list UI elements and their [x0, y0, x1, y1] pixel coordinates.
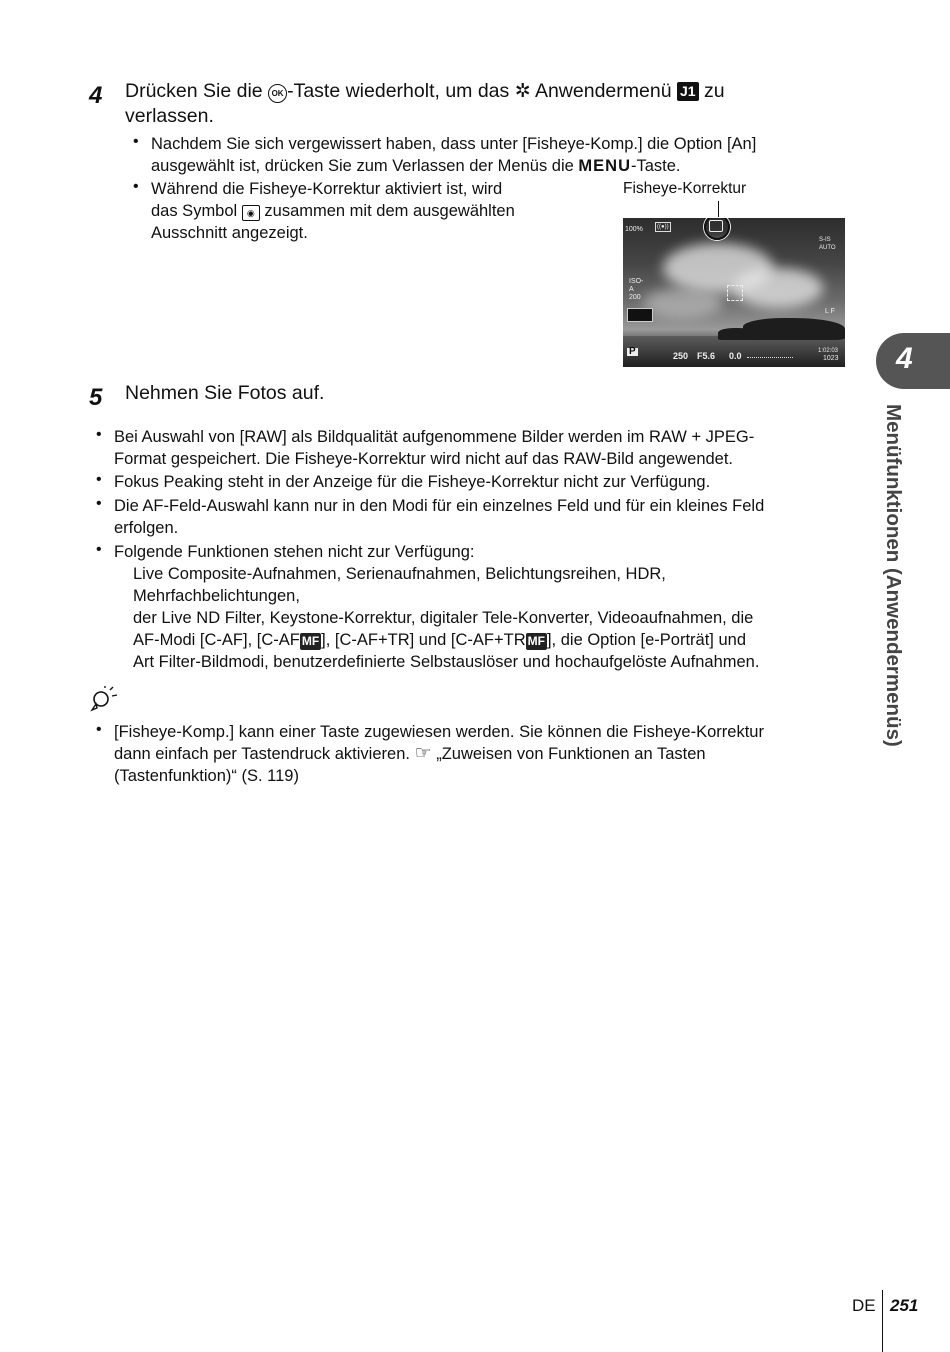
tip-line1: [Fisheye-Komp.] kann einer Taste zugewiesen werden. Sie können die Fisheye-Korrektur: [114, 723, 764, 741]
record-time: 1:02:03: [818, 348, 839, 354]
note-2-line1: Fokus Peaking steht in der Anzeige für die Fisheye-Korrektur nicht zur Verfügung.: [114, 473, 711, 491]
bullet-2-line1: Während die Fisheye-Korrektur aktiviert ist, wird: [151, 180, 503, 198]
exposure-comp: 0.0: [729, 351, 742, 361]
page-number: 251: [890, 1296, 919, 1315]
bullet-1-line2-a: ausgewählt ist, drücken Sie zum Verlassen der Menüs die: [151, 157, 574, 175]
bullet-dot: •: [96, 541, 102, 558]
wifi-icon: ((●)): [657, 224, 669, 230]
bullet-dot: •: [96, 495, 102, 512]
mf-icon: MF: [527, 634, 545, 648]
image-size-indicator: L F: [825, 308, 835, 315]
unavailable-line4-a: AF-Modi [C-AF], [C-AF: [133, 631, 300, 649]
step-4-text-c: Anwendermenü: [534, 80, 672, 102]
unavailable-line3: der Live ND Filter, Keystone-Korrektur, digitaler Tele-Konverter, Videoaufnahmen, die: [133, 609, 754, 627]
chapter-tab: [876, 333, 950, 389]
aperture: F5.6: [697, 351, 716, 361]
mf-icon: MF: [301, 634, 320, 648]
unavailable-line4-c: ], die Option [e-Porträt] und: [546, 631, 746, 649]
bullet-2-line2-b: zusammen mit dem ausgewählten: [264, 202, 515, 220]
exposure-scale: [747, 357, 793, 359]
menu-tab-j1-icon: J1: [677, 82, 699, 101]
unavailable-line2: Mehrfachbelichtungen,: [133, 587, 300, 605]
af-frame-icon: [727, 285, 743, 301]
note-3-line2: erfolgen.: [114, 519, 179, 537]
step-4-number: 4: [89, 82, 103, 109]
tip-icon: [88, 686, 122, 716]
tip-line2-b: „Zuweisen von Funktionen an Tasten: [436, 745, 706, 763]
stabilizer-indicator: S-IS AUTO: [819, 237, 836, 251]
bullet-dot: •: [96, 426, 102, 443]
note-4-line1: Folgende Funktionen stehen nicht zur Verfügung:: [114, 543, 475, 561]
island: [743, 318, 845, 340]
iso-indicator: ISO-A 200: [629, 278, 644, 301]
chapter-number: 4: [896, 342, 913, 375]
tip-line2-a: dann einfach per Tastendruck aktivieren.: [114, 745, 410, 763]
chapter-title: Menüfunktionen (Anwendermenüs): [882, 404, 905, 747]
unavailable-line5: Art Filter-Bildmodi, benutzerdefinierte Selbstauslöser und hochaufgelöste Aufnahmen.: [133, 653, 760, 671]
step-5-number: 5: [89, 384, 103, 411]
footer-divider: [882, 1290, 883, 1352]
page-reference-icon: ☞: [414, 743, 432, 764]
step-4-text-line2: verlassen.: [125, 105, 214, 127]
ok-button-icon: OK: [268, 84, 287, 103]
menu-button-label: MENU: [578, 157, 631, 175]
bullet-dot: •: [96, 471, 102, 488]
bullet-1-line1: Nachdem Sie sich vergewissert haben, dass unter [Fisheye-Komp.] die Option [An]: [151, 135, 757, 153]
figure-label: Fisheye-Korrektur: [623, 180, 747, 197]
cloud: [733, 268, 823, 308]
cloud: [643, 288, 723, 318]
note-1-line2: Format gespeichert. Die Fisheye-Korrektur wird nicht auf das RAW-Bild angewendet.: [114, 450, 734, 468]
bullet-2-line3: Ausschnitt angezeigt.: [151, 224, 308, 242]
island: [718, 328, 758, 340]
unavailable-list: [133, 563, 833, 673]
step-4-text-b: -Taste wiederholt, um das: [287, 80, 510, 102]
fisheye-highlight-circle: [704, 218, 730, 240]
drive-mode-icon: [627, 308, 653, 322]
gear-icon: ✲: [514, 81, 531, 102]
shooting-mode: P: [629, 346, 636, 357]
footer-language: DE: [852, 1296, 876, 1315]
step-4-text-a: Drücken Sie die: [125, 80, 263, 102]
step-4-text: [125, 79, 825, 129]
step-5-text: Nehmen Sie Fotos auf.: [125, 382, 325, 404]
bullet-dot: •: [133, 178, 139, 195]
note-3-line1: Die AF-Feld-Auswahl kann nur in den Modi für ein einzelnes Feld und für ein kleines Feld: [114, 497, 765, 515]
bullet-2-line2-a: das Symbol: [151, 202, 238, 220]
fisheye-icon: ◉: [242, 205, 260, 221]
tip-line3: (Tastenfunktion)“ (S. 119): [114, 767, 299, 785]
shots-remaining: 1023: [823, 355, 839, 362]
battery-indicator: 100%: [625, 226, 643, 233]
unavailable-line4-b: ], [C-AF+TR] und [C-AF+TR: [321, 631, 526, 649]
step-4-text-d: zu: [703, 80, 725, 102]
unavailable-line1: Live Composite-Aufnahmen, Serienaufnahmen, Belichtungsreihen, HDR,: [133, 565, 666, 583]
shutter-speed: 250: [673, 351, 689, 361]
bullet-dot: •: [133, 133, 139, 150]
bullet-dot: •: [96, 721, 102, 738]
note-1-line1: Bei Auswahl von [RAW] als Bildqualität aufgenommene Bilder werden im RAW + JPEG-: [114, 428, 755, 446]
bullet-1-line2-b: -Taste.: [631, 157, 681, 175]
figure-callout-line: [718, 201, 719, 217]
camera-live-view: [623, 218, 845, 367]
